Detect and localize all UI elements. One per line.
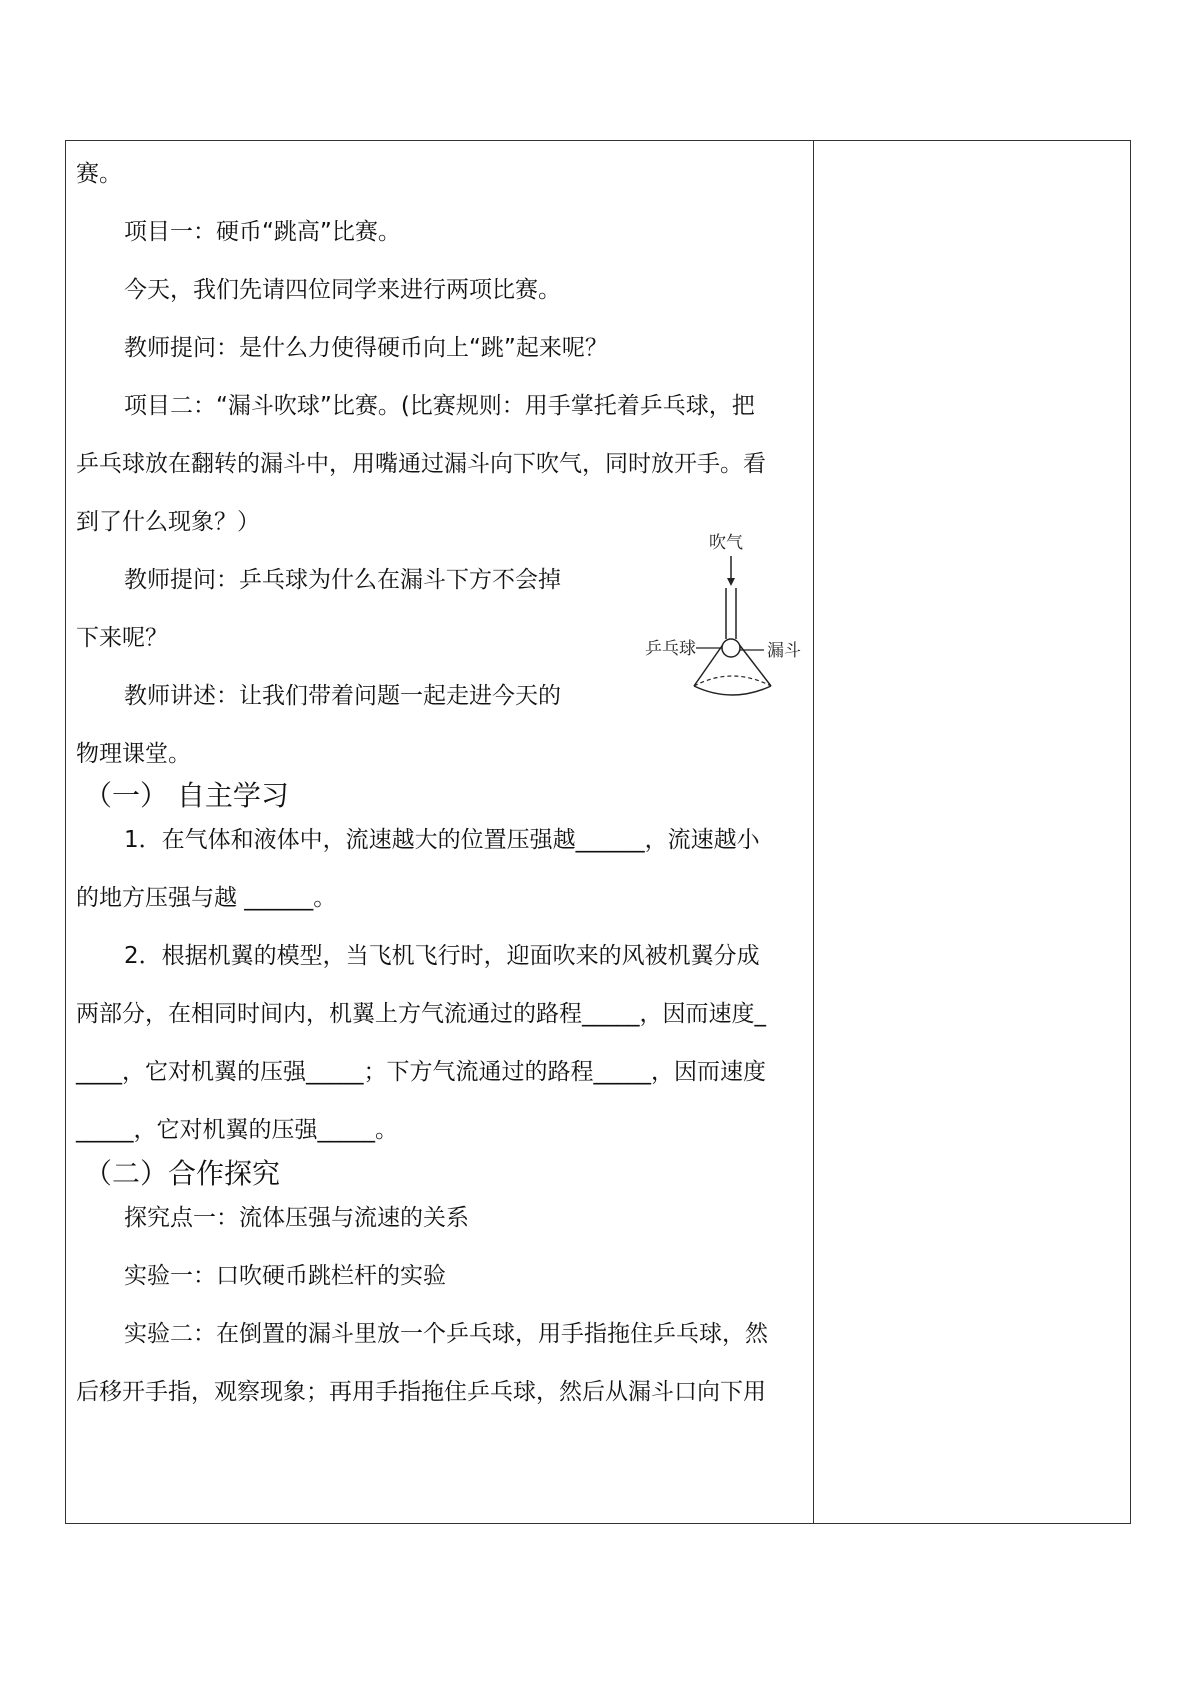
text-line: ____，它对机翼的压强_____；下方气流通过的路程_____，因而速度 (76, 1059, 766, 1085)
text-line: 下来呢？ (76, 625, 168, 651)
text-line: 教师讲述：让我们带着问题一起走进今天的 (124, 683, 561, 709)
blow-arrow-head (727, 578, 735, 586)
text-line: 今天，我们先请四位同学来进行两项比赛。 (124, 277, 561, 303)
funnel-rim-back (694, 676, 771, 686)
text-line: _____，它对机翼的压强_____。 (76, 1117, 398, 1143)
text-line: 乒乓球放在翻转的漏斗中，用嘴通过漏斗向下吹气，同时放开手。看 (76, 451, 766, 477)
text-line: 项目一：硬币“跳高”比赛。 (124, 219, 401, 245)
text-line: 赛。 (76, 161, 122, 187)
text-line: 的地方压强与越 ______。 (76, 885, 337, 911)
text-line: 教师提问：乒乓球为什么在漏斗下方不会掉 (124, 567, 561, 593)
label-funnel: 漏斗 (767, 641, 801, 661)
text-line: 到了什么现象？） (76, 509, 260, 535)
text-line: 后移开手指，观察现象；再用手指拖住乒乓球，然后从漏斗口向下用 (76, 1379, 766, 1405)
text-line: 探究点一：流体压强与流速的关系 (124, 1205, 469, 1231)
text-line: 项目二：“漏斗吹球”比赛。(比赛规则：用手掌托着乒乓球，把 (124, 393, 755, 419)
label-ball: 乒乓球 (645, 639, 696, 659)
text-line: 两部分，在相同时间内，机翼上方气流通过的路程_____，因而速度_ (76, 1001, 766, 1027)
text-line: 实验一：口吹硬币跳栏杆的实验 (124, 1263, 446, 1289)
section-heading: （一） 自主学习 (84, 779, 289, 812)
text-line: 物理课堂。 (76, 741, 191, 767)
text-line: 2．根据机翼的模型，当飞机飞行时，迎面吹来的风被机翼分成 (124, 943, 760, 969)
lesson-table (65, 140, 1131, 1524)
text-line: 实验二：在倒置的漏斗里放一个乒乓球，用手指拖住乒乓球，然 (124, 1321, 768, 1347)
text-line: 1．在气体和液体中，流速越大的位置压强越______，流速越小 (124, 827, 760, 853)
label-blow: 吹气 (709, 533, 743, 553)
column-divider (813, 141, 814, 1523)
section-heading: （二）合作探究 (84, 1157, 281, 1190)
funnel-ball-diagram (621, 526, 811, 716)
funnel-rim-front (694, 686, 771, 695)
ping-pong-ball (722, 639, 740, 657)
text-line: 教师提问：是什么力使得硬币向上“跳”起来呢？ (124, 335, 608, 361)
